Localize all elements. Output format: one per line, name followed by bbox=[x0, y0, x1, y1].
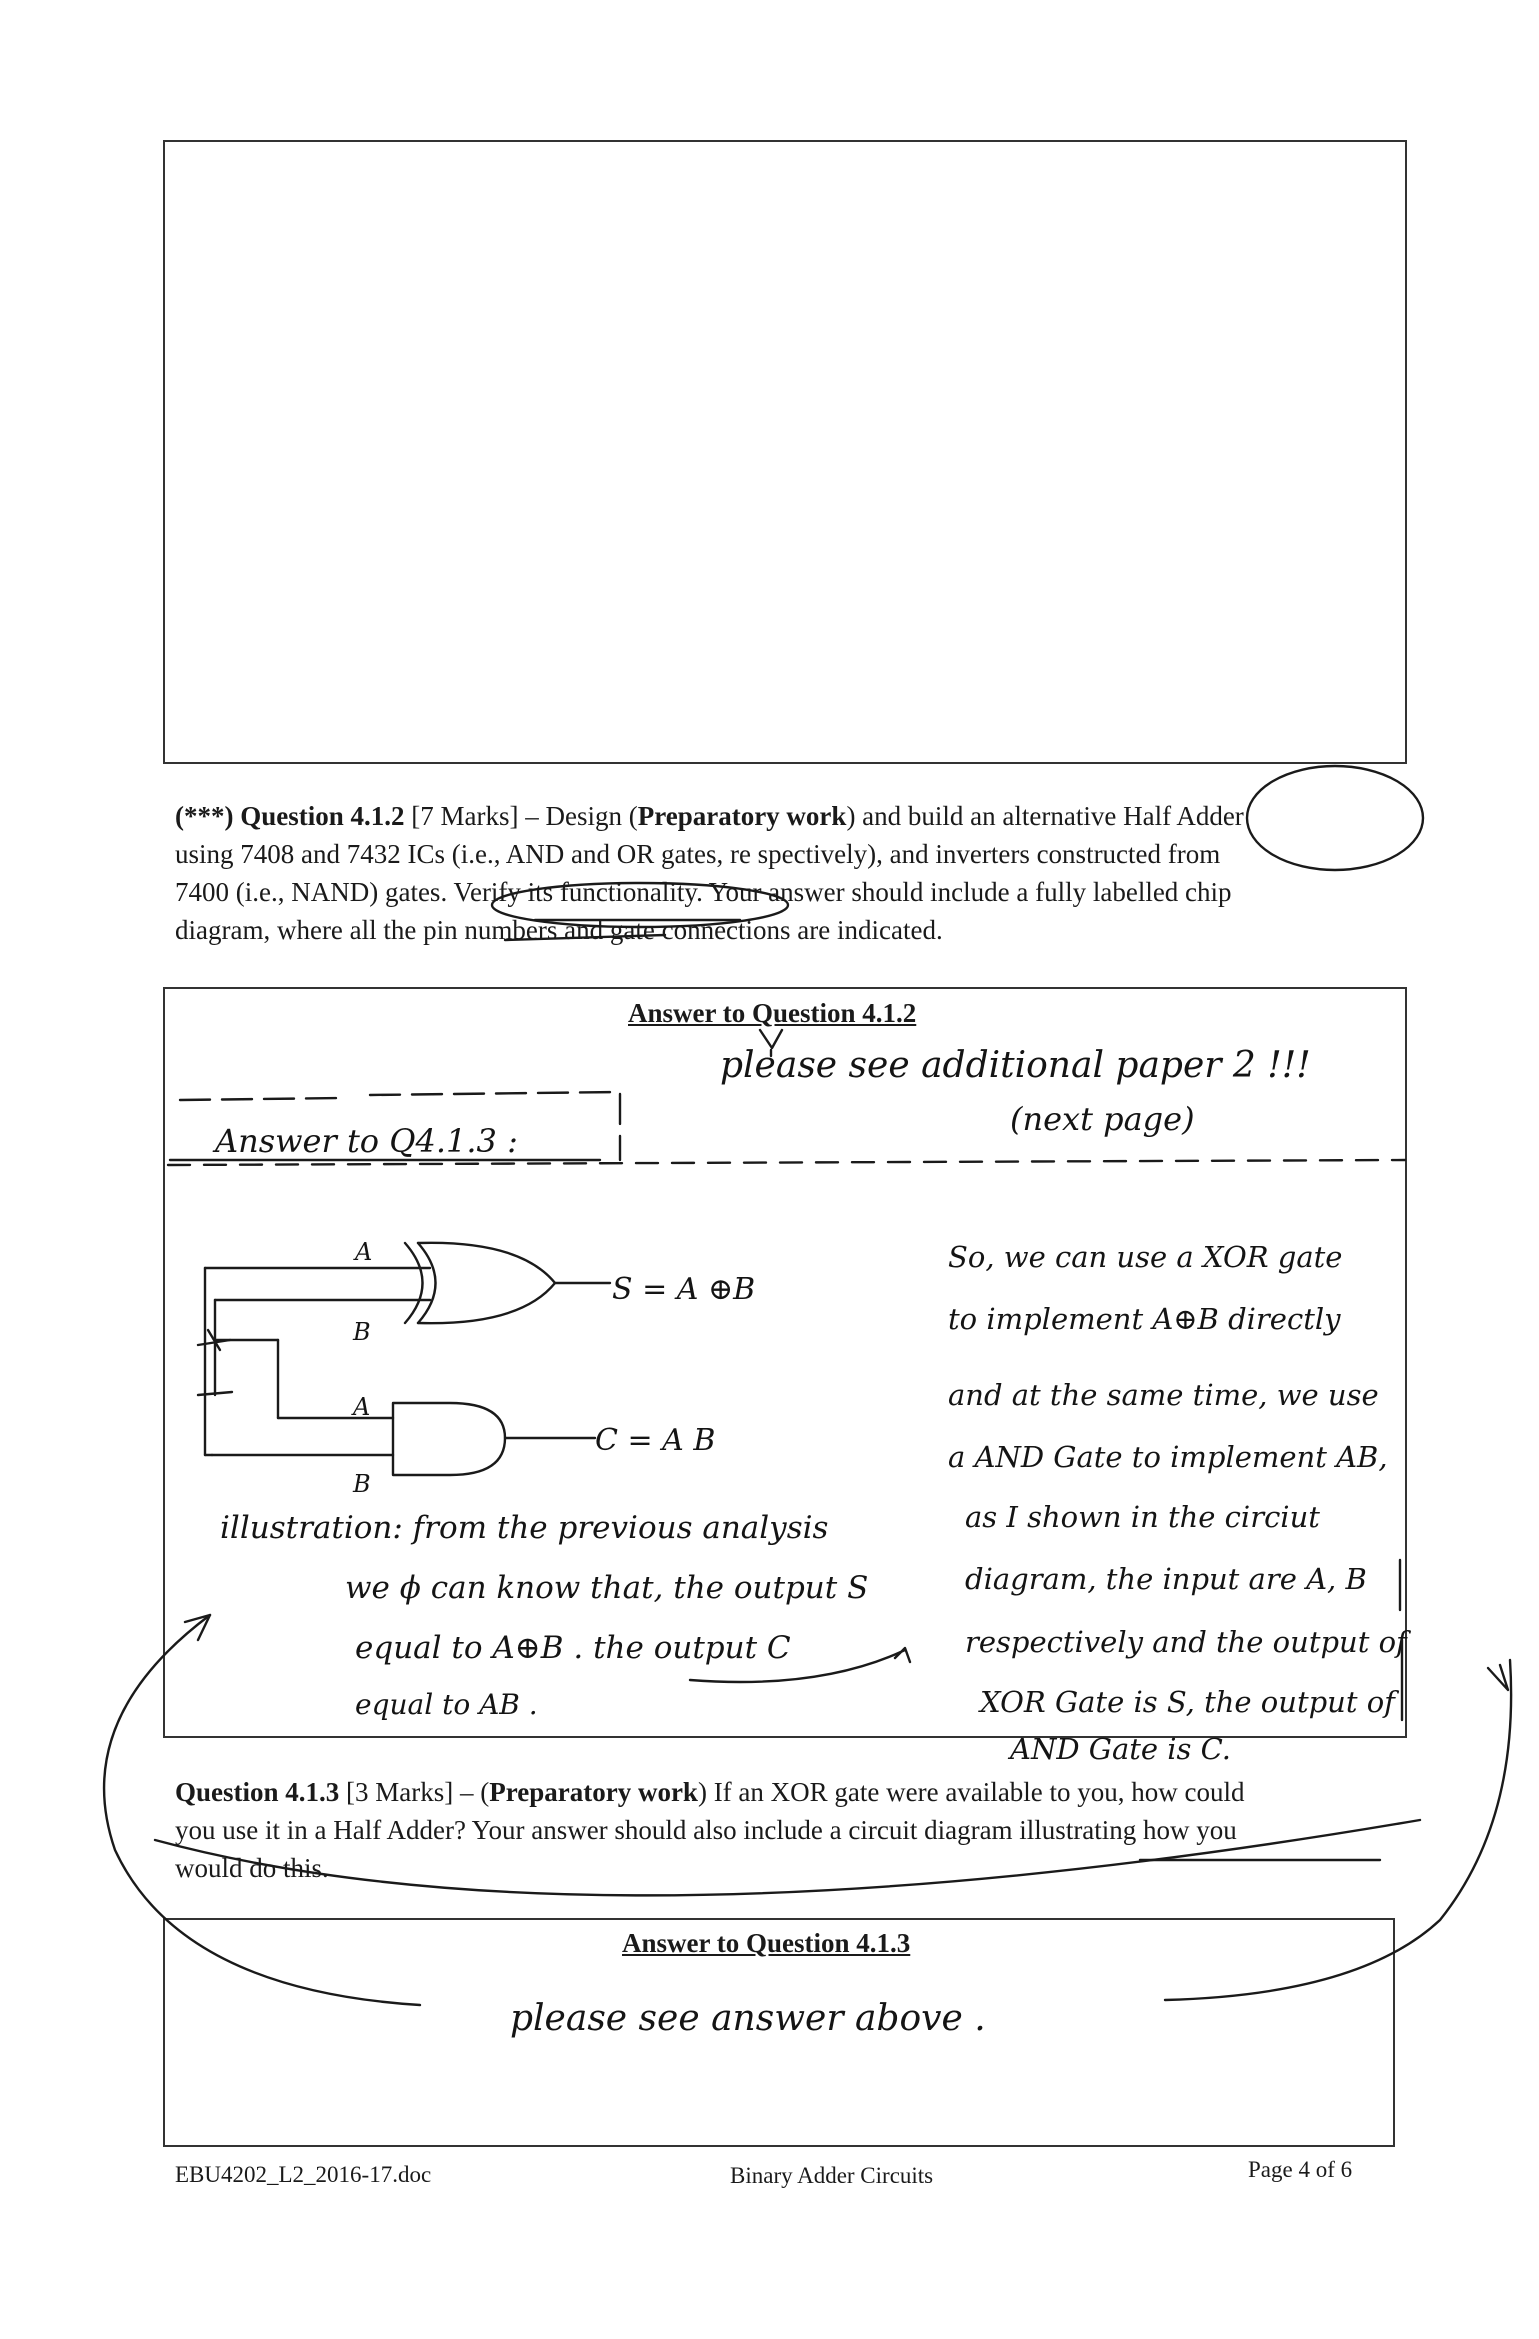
output-c-arrow bbox=[690, 1648, 910, 1682]
explanation-line: So, we can use a XOR gate bbox=[948, 1240, 1343, 1274]
see-answer-above-note: please see answer above . bbox=[510, 1998, 986, 2039]
footer-page-number: Page 4 of 6 bbox=[1248, 2157, 1353, 2182]
and-input-a-label: A bbox=[353, 1393, 371, 1421]
large-loop-arrow bbox=[104, 1615, 420, 2005]
prep-label: Preparatory work bbox=[637, 801, 847, 831]
small-down-arrow bbox=[760, 1030, 782, 1056]
explanation-separator bbox=[1400, 1560, 1402, 1720]
prep-label: Preparatory work bbox=[489, 1777, 698, 1807]
question-4-1-2-line4: diagram, where all the pin numbers and gate connections are indicated. bbox=[175, 915, 943, 945]
answer-4-1-2-title: Answer to Question 4.1.2 bbox=[628, 998, 917, 1028]
circuit-wiring bbox=[198, 1268, 278, 1455]
question-text: ) and build an alternative Half Adder bbox=[846, 801, 1244, 831]
additional-paper-note: please see additional paper 2 !!! bbox=[720, 1045, 1311, 1086]
explanation-line: a AND Gate to implement AB, bbox=[948, 1440, 1388, 1474]
question-text: ) If an XOR gate were available to you, how could bbox=[697, 1777, 1245, 1807]
sum-output-label: S = A ⊕B bbox=[612, 1272, 756, 1307]
question-arc bbox=[155, 1820, 1420, 1895]
xor-input-a-label: A bbox=[355, 1238, 373, 1266]
footer-filename: EBU4202_L2_2016-17.doc bbox=[175, 2162, 432, 2187]
question-4-1-3-line3: would do this. bbox=[175, 1853, 329, 1883]
question-label: Question 4.1.2 bbox=[240, 801, 405, 831]
illustration-line: equal to A⊕B . the output C bbox=[355, 1630, 791, 1666]
xor-gate-symbol bbox=[205, 1243, 610, 1323]
question-label: Question 4.1.3 bbox=[175, 1777, 340, 1807]
explanation-line: diagram, the input are A, B bbox=[965, 1562, 1367, 1596]
explanation-line: and at the same time, we use bbox=[948, 1378, 1379, 1412]
question-marks: [3 Marks] – ( bbox=[339, 1777, 490, 1807]
answer-label-bracket bbox=[180, 1092, 620, 1160]
question-4-1-2-line3: 7400 (i.e., NAND) gates. Verify its functionality. Your answer should include a fully labelled chip bbox=[175, 877, 1232, 907]
strike-through bbox=[505, 935, 665, 940]
explanation-line: to implement A⊕B directly bbox=[948, 1302, 1341, 1336]
question-4-1-3-line2: you use it in a Half Adder? Your answer should also include a circuit diagram illustrating how you bbox=[175, 1815, 1237, 1845]
question-4-1-2-line2: using 7408 and 7432 ICs (i.e., AND and OR gates, re spectively), and inverters constructed from bbox=[175, 839, 1221, 869]
question-marks: [7 Marks] – Design ( bbox=[404, 801, 638, 831]
next-page-note: (next page) bbox=[1010, 1100, 1195, 1138]
explanation-line: XOR Gate is S, the output of bbox=[980, 1685, 1395, 1719]
loop-arrow-head-right bbox=[1488, 1665, 1508, 1690]
large-loop-arrow-right bbox=[1165, 1660, 1511, 2000]
answer-4-1-3-title: Answer to Question 4.1.3 bbox=[622, 1928, 911, 1958]
explanation-line: AND Gate is C. bbox=[1010, 1732, 1232, 1766]
explanation-line: respectively and the output of bbox=[965, 1625, 1407, 1659]
and-input-b-label: B bbox=[353, 1470, 371, 1498]
footer-title: Binary Adder Circuits bbox=[730, 2163, 934, 2188]
explanation-line: as I shown in the circiut bbox=[965, 1500, 1320, 1534]
question-stars: (***) bbox=[175, 801, 241, 831]
illustration-line: equal to AB . bbox=[355, 1688, 538, 1721]
half-adder-circle bbox=[1247, 766, 1423, 870]
illustration-line: illustration: from the previous analysis bbox=[220, 1510, 829, 1546]
illustration-line: we ϕ can know that, the output S bbox=[345, 1570, 869, 1606]
answer-to-q413-label: Answer to Q4.1.3 : bbox=[215, 1122, 518, 1160]
carry-output-label: C = A B bbox=[595, 1423, 716, 1458]
xor-input-b-label: B bbox=[353, 1318, 371, 1346]
and-gate-symbol bbox=[212, 1403, 595, 1475]
